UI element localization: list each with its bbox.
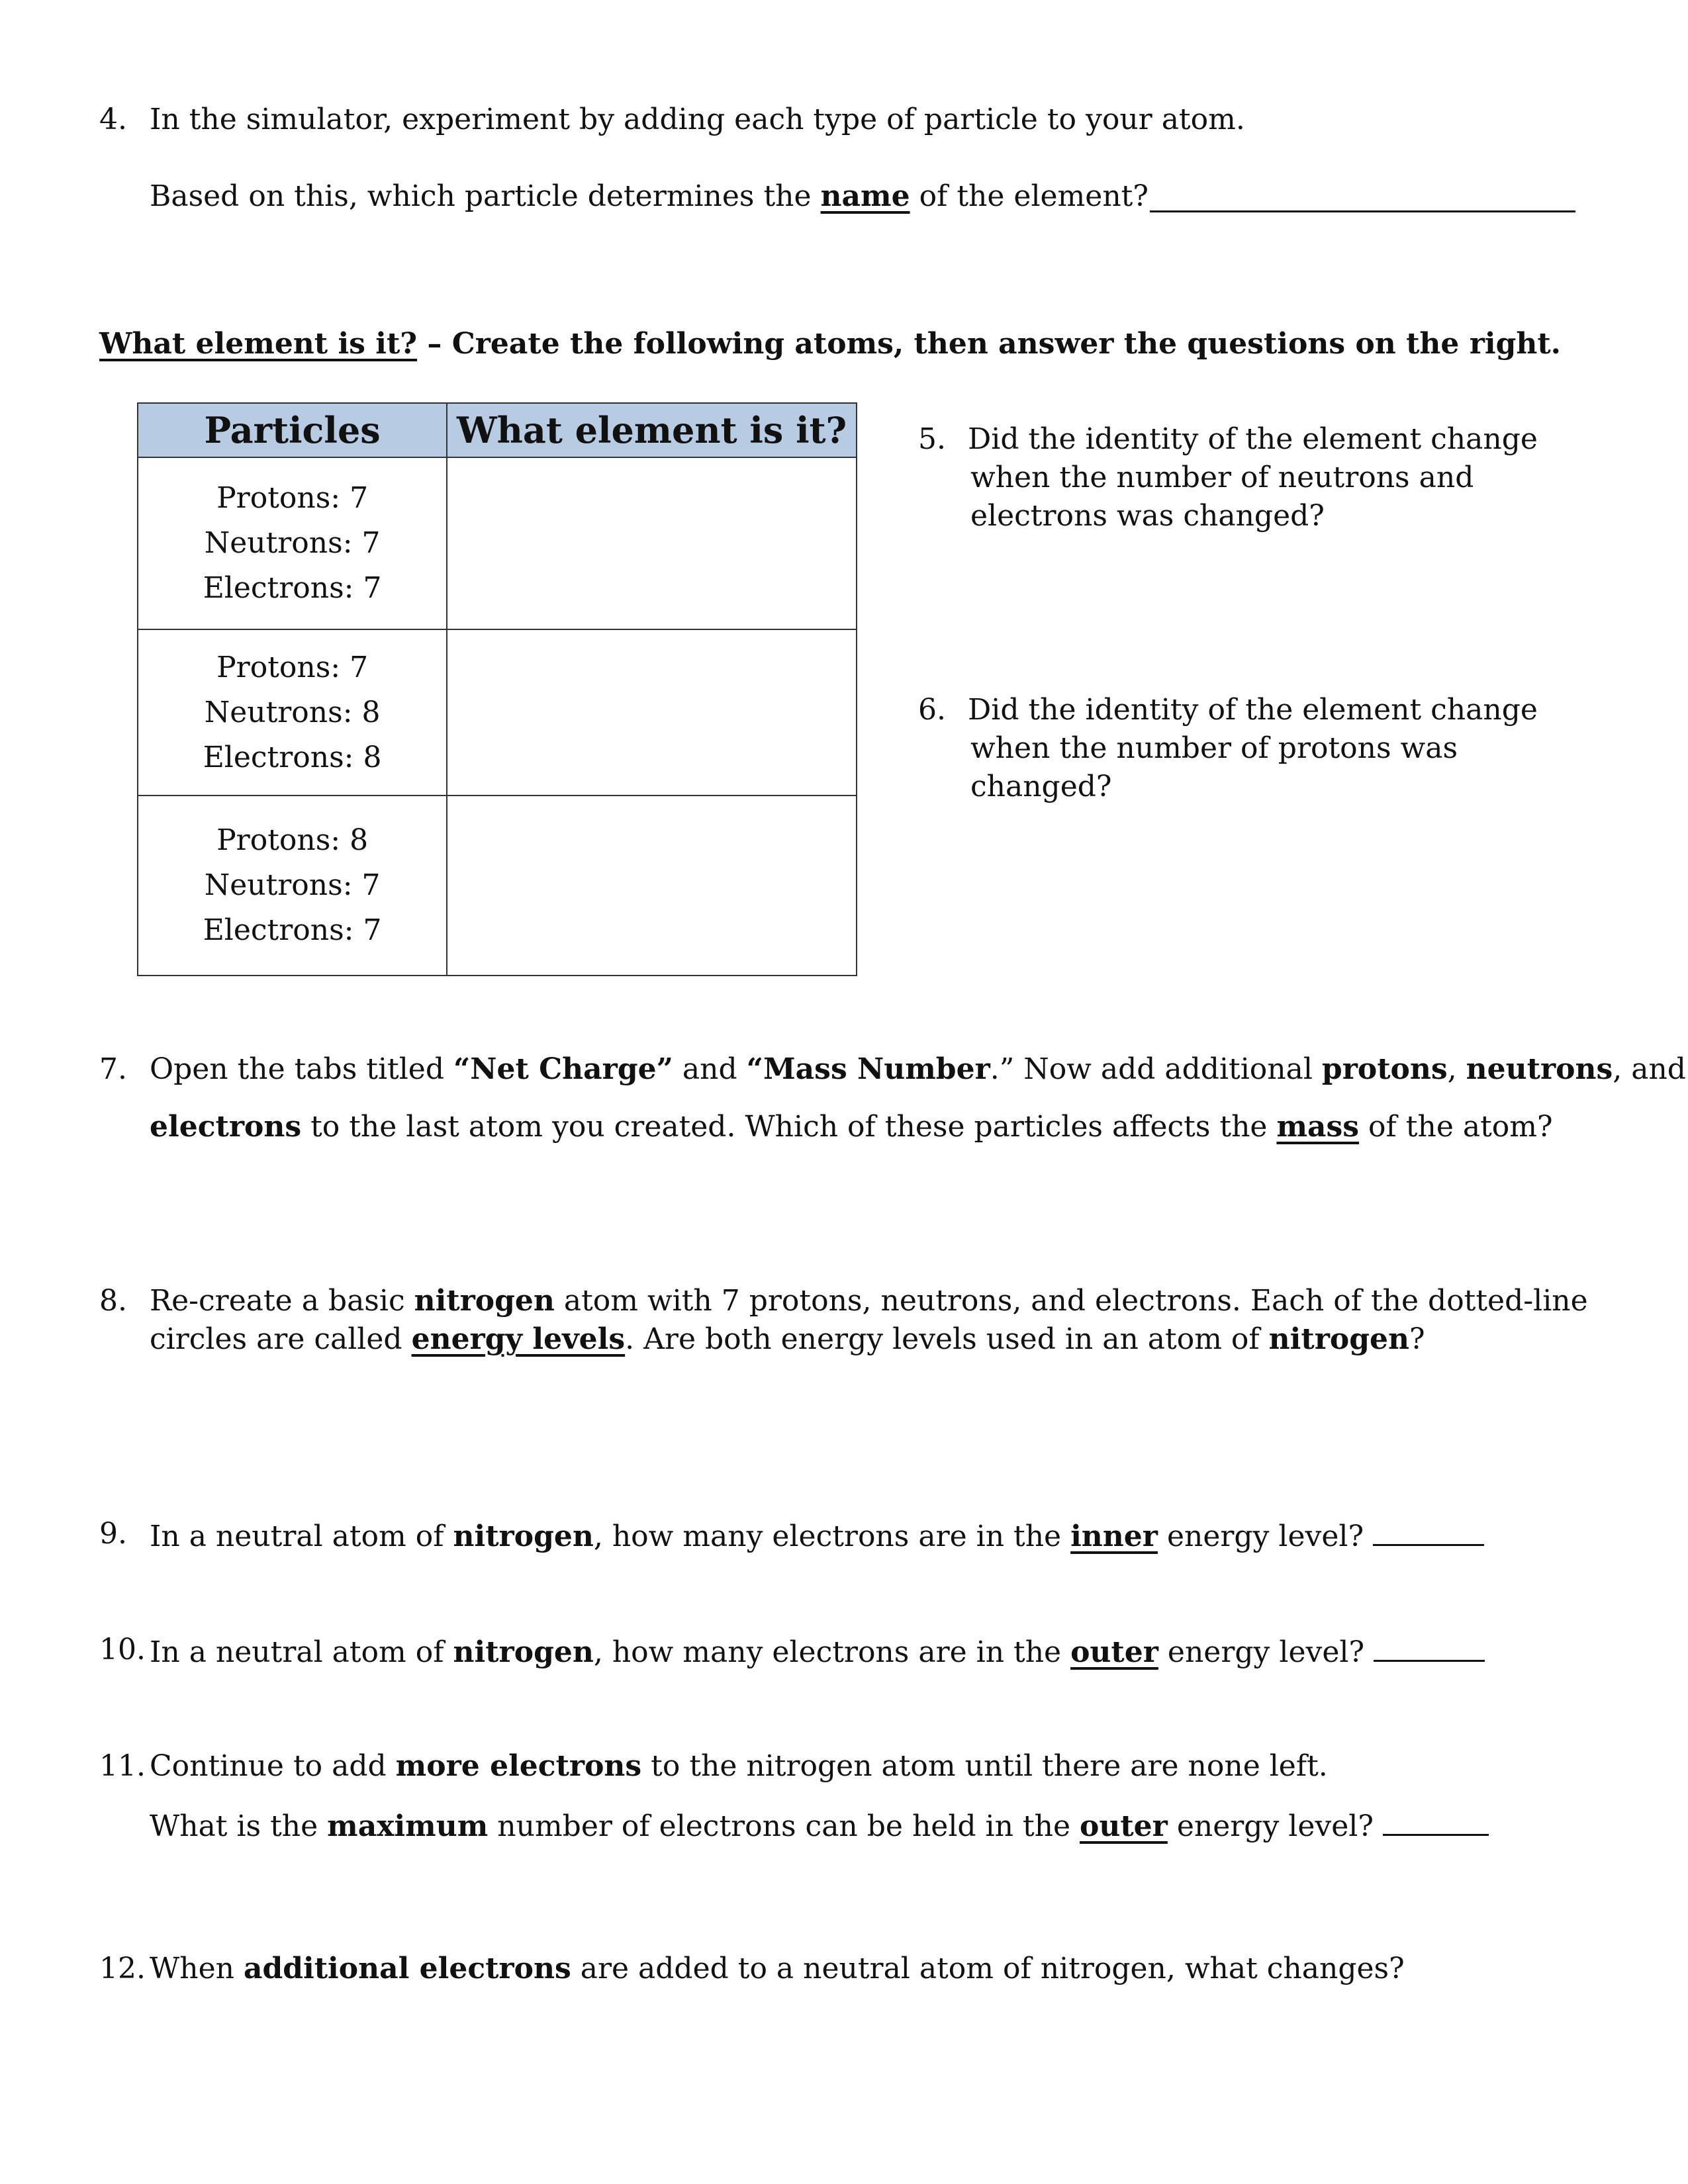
q7-line1: Open the tabs titled “Net Charge” and “Mass Number.” Now add additional protons, neutrons, and bbox=[150, 1052, 1686, 1086]
element-answer-cell[interactable] bbox=[447, 796, 857, 976]
atoms-table bbox=[137, 402, 857, 976]
q6-line: when the number of protons was bbox=[970, 731, 1458, 765]
q12-line: When additional electrons are added to a neutral atom of nitrogen, what changes? bbox=[150, 1952, 1405, 1985]
q11-line1: Continue to add more electrons to the nitrogen atom until there are none left. bbox=[150, 1749, 1328, 1783]
q8-line2: circles are called energy levels. Are both energy levels used in an atom of nitrogen? bbox=[150, 1322, 1425, 1356]
q6-line: Did the identity of the element change bbox=[968, 693, 1538, 727]
q4-line2: Based on this, which particle determines the name of the element? bbox=[150, 179, 1149, 213]
particles-cell: Protons: 7 Neutrons: 7 Electrons: 7 bbox=[138, 457, 447, 629]
particles-cell: Protons: 8 Neutrons: 7 Electrons: 7 bbox=[138, 796, 447, 976]
q6-line: changed? bbox=[970, 770, 1112, 803]
q8-number: 8. bbox=[99, 1284, 127, 1318]
q10-line: In a neutral atom of nitrogen, how many electrons are in the outer energy level? bbox=[150, 1631, 1485, 1672]
section-heading: What element is it? – Create the following atoms, then answer the questions on the right. bbox=[99, 327, 1562, 361]
q10-answer-blank[interactable] bbox=[1374, 1631, 1485, 1662]
q11-line2: What is the maximum number of electrons can be held in the outer energy level? bbox=[150, 1805, 1489, 1846]
q4-key-word: name bbox=[820, 179, 910, 213]
q8-line1: Re-create a basic nitrogen atom with 7 protons, neutrons, and electrons. Each of the dotted-line bbox=[150, 1284, 1588, 1318]
q4-answer-blank[interactable] bbox=[1150, 177, 1575, 212]
q11-answer-blank[interactable] bbox=[1383, 1805, 1489, 1836]
table-row bbox=[138, 796, 857, 976]
q5-number: 5. bbox=[918, 422, 946, 456]
section-heading-underlined: What element is it? bbox=[99, 327, 418, 361]
q12-number: 12. bbox=[99, 1952, 146, 1985]
q9-answer-blank[interactable] bbox=[1373, 1515, 1484, 1546]
q6-number: 6. bbox=[918, 693, 946, 727]
q4-number: 4. bbox=[99, 103, 127, 136]
element-answer-cell[interactable] bbox=[447, 629, 857, 796]
table-header-element: What element is it? bbox=[447, 403, 857, 457]
table-header-particles: Particles bbox=[138, 403, 447, 457]
table-row bbox=[138, 457, 857, 629]
q11-number: 11. bbox=[99, 1749, 146, 1783]
q5-line: when the number of neutrons and bbox=[970, 461, 1474, 494]
element-answer-cell[interactable] bbox=[447, 457, 857, 629]
q9-line: In a neutral atom of nitrogen, how many electrons are in the inner energy level? bbox=[150, 1515, 1484, 1556]
q4-line1: In the simulator, experiment by adding each type of particle to your atom. bbox=[150, 103, 1245, 136]
q10-number: 10. bbox=[99, 1633, 146, 1666]
q5-line: Did the identity of the element change bbox=[968, 422, 1538, 456]
q9-number: 9. bbox=[99, 1517, 127, 1551]
q5-line: electrons was changed? bbox=[970, 499, 1325, 533]
table-row bbox=[138, 629, 857, 796]
particles-cell: Protons: 7 Neutrons: 8 Electrons: 8 bbox=[138, 629, 447, 796]
q7-line2: electrons to the last atom you created. Which of these particles affects the mass of the atom? bbox=[150, 1110, 1553, 1144]
q7-number: 7. bbox=[99, 1052, 127, 1086]
